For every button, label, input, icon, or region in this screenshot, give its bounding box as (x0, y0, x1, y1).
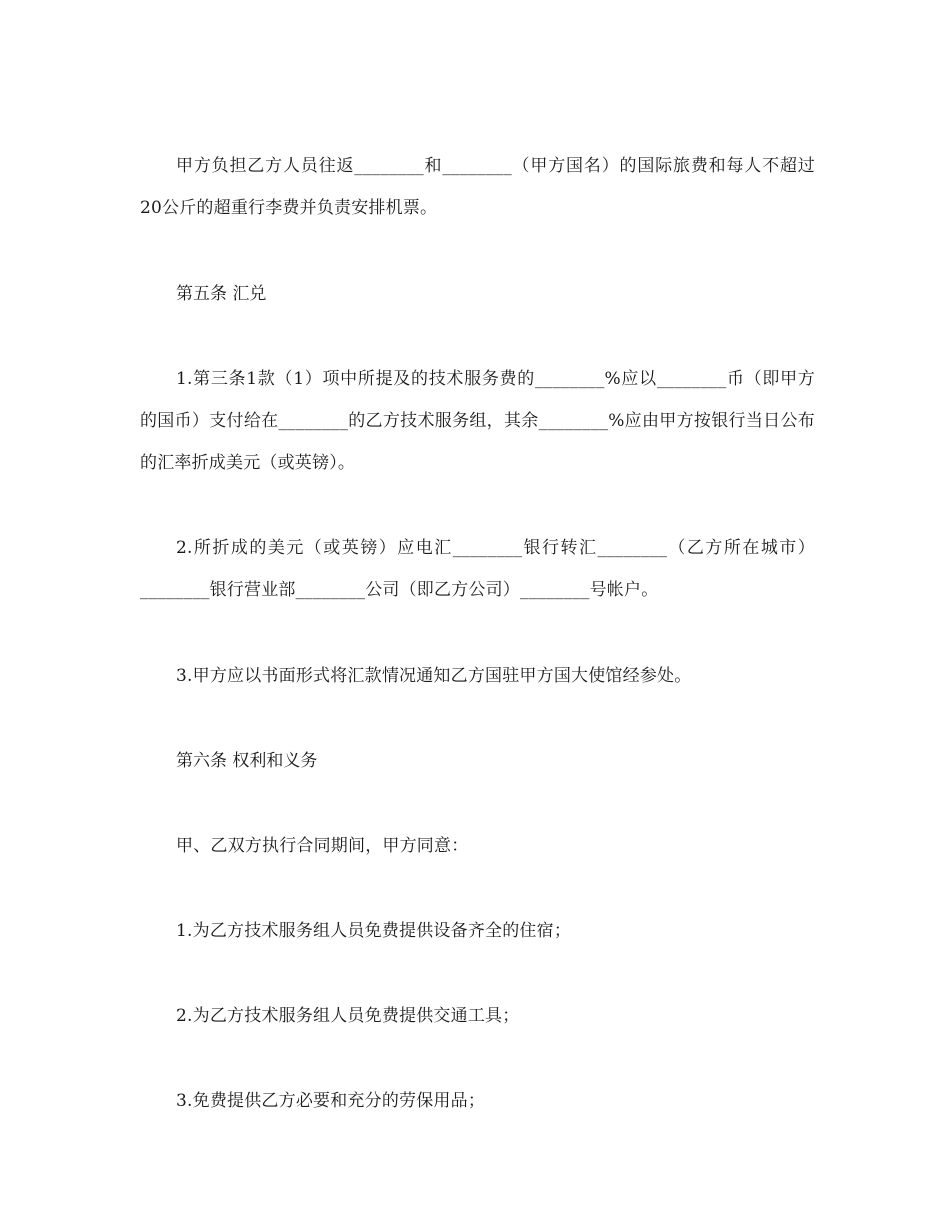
paragraph-exchange-2: 2.所折成的美元（或英镑）应电汇________银行转汇________（乙方所在城市）________银行营业部________公司（即乙方公司）________号帐户。 (140, 538, 815, 600)
paragraph-exchange-3: 3.甲方应以书面形式将汇款情况通知乙方国驻甲方国大使馆经参处。 (176, 666, 692, 686)
paragraph-obligation-3: 3.免费提供乙方必要和充分的劳保用品； (176, 1091, 486, 1111)
paragraph-obligation-1: 1.为乙方技术服务组人员免费提供设备齐全的住宿； (176, 921, 572, 941)
paragraph-exchange-1: 1.第三条1款（1）项中所提及的技术服务费的________%应以________币（即甲方的国币）支付给在________的乙方技术服务组，其余________%应由甲方按银行当日公布的汇率折成美元（或英镑）。 (140, 369, 815, 473)
paragraph-travel-expenses: 甲方负担乙方人员往返________和________（甲方国名）的国际旅费和每人不超过20公斤的超重行李费并负责安排机票。 (140, 156, 815, 218)
paragraph-obligation-2: 2.为乙方技术服务组人员免费提供交通工具； (176, 1006, 520, 1026)
paragraph-party-a-agrees: 甲、乙双方执行合同期间，甲方同意： (176, 836, 469, 856)
section-heading-article-5: 第五条 汇兑 (176, 284, 267, 304)
section-heading-article-6: 第六条 权利和义务 (176, 751, 318, 771)
